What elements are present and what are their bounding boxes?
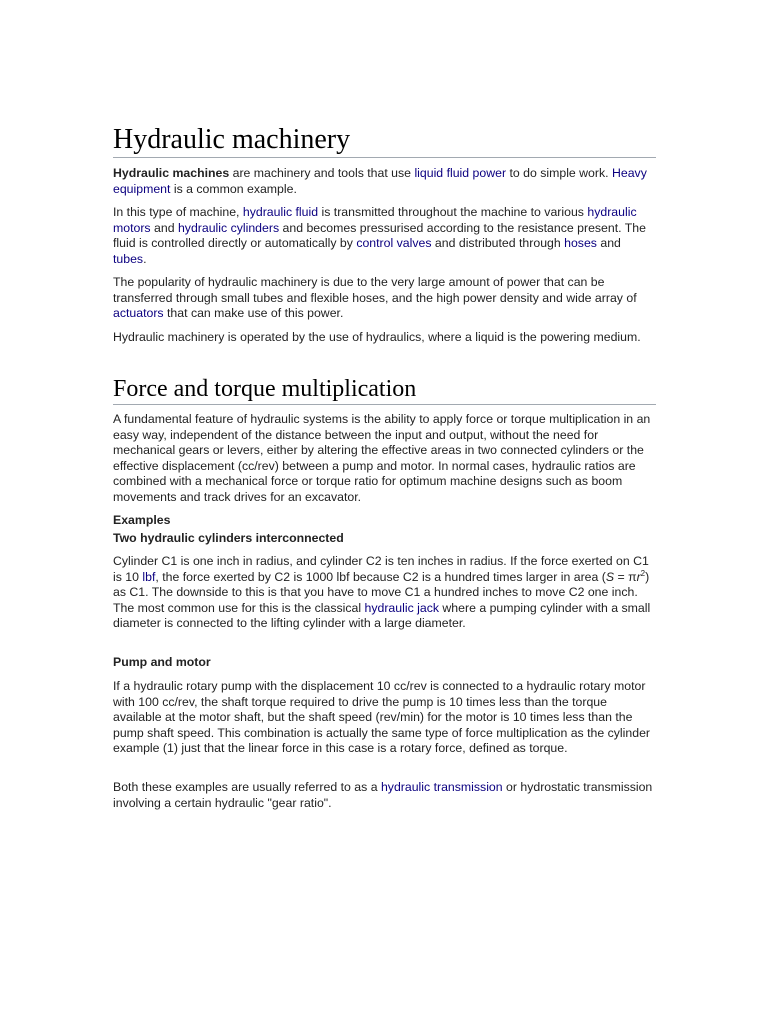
cylinders-subheading: Two hydraulic cylinders interconnected (113, 531, 344, 545)
page-title: Hydraulic machinery (113, 124, 656, 158)
text: is transmitted throughout the machine to various (318, 205, 588, 219)
text: or hydrostatic transmission involving a certain hydraulic "gear ratio". (113, 780, 653, 810)
link-hydraulic-cylinders[interactable]: hydraulic cylinders (177, 220, 280, 235)
text: Both these examples are usually referred to as a (113, 780, 381, 794)
text: and (150, 220, 178, 235)
link-actuators[interactable]: actuators (113, 306, 164, 321)
link-heavy-equipment[interactable]: Heavy equipment (113, 166, 647, 196)
text: The popularity of hydraulic machinery is due to the very large amount of power that can be transferred through small tubes and flexible hoses, and the high power density and wide array of (113, 275, 637, 305)
bold-term: Hydraulic machines (113, 166, 230, 180)
intro-paragraph-3 (113, 275, 656, 322)
pump-motor-subheading: Pump and motor (113, 655, 211, 669)
text: Cylinder C1 is one inch in radius, and cylinder C2 is ten inches in radius. If the force exerted on C1 is 10 (113, 554, 649, 584)
text: is a common example. (170, 181, 297, 196)
text: and (596, 236, 621, 251)
link-tubes[interactable]: tubes (113, 251, 144, 266)
link-liquid-fluid-power[interactable]: liquid fluid power (414, 166, 507, 180)
pump-motor-paragraph: If a hydraulic rotary pump with the displacement 10 cc/rev is connected to a hydraulic rotary motor with 100 cc/rev, the shaft torque required to drive the pump is 10 times less than the torque available at the motor shaft, but the shaft speed (rev/min) for the motor is 10 times less than the pump shaft speed. This combination is actually the same type of force multiplication as the cylinder example (1) just that the linear force in this case is a rotary force, defined as torque. (113, 679, 651, 756)
formula-s: S (605, 569, 615, 584)
link-hydraulic-motors[interactable]: hydraulic motors (113, 205, 637, 235)
link-hydraulic-jack[interactable]: hydraulic jack (364, 600, 439, 615)
text: and distributed through (431, 236, 565, 251)
intro-paragraph-2 (113, 205, 656, 267)
intro-paragraph-4: Hydraulic machinery is operated by the use of hydraulics, where a liquid is the powering medium. (113, 330, 641, 344)
text: are machinery and tools that use (229, 166, 415, 180)
transmission-paragraph (113, 780, 656, 811)
text: . (143, 251, 147, 266)
text: , the force exerted by C2 is 1000 lbf because C2 is a hundred times larger in area ( (155, 569, 606, 584)
examples-label: Examples (113, 513, 171, 527)
link-hydraulic-fluid[interactable]: hydraulic fluid (242, 205, 319, 219)
text: and becomes pressurised according to the resistance present. The fluid is controlled directly or automatically by (113, 220, 646, 251)
text: that can make use of this power. (163, 306, 344, 321)
text: to do simple work. (506, 166, 612, 180)
formula-exponent: 2 (640, 568, 646, 578)
link-hydraulic-transmission[interactable]: hydraulic transmission (380, 780, 503, 794)
section-paragraph-1: A fundamental feature of hydraulic systems is the ability to apply force or torque multiplication in an easy way, independent of the distance between the input and output, without the need for mechanical gears or levers, either by altering the effective areas in two connected cylinders or the effective displacement (cc/rev) between a pump and motor. In normal cases, hydraulic ratios are combined with a mechanical force or torque ratio for optimum machine designs such as boom movements and track drives for an excavator. (113, 412, 651, 504)
text: where a pumping cylinder with a small diameter is connected to the lifting cylinder with a large diameter. (113, 600, 651, 631)
formula-eq: = π (614, 569, 637, 584)
intro-paragraph-1 (113, 166, 656, 197)
text: In this type of machine, (113, 205, 243, 219)
cylinders-paragraph (113, 554, 656, 632)
section-heading: Force and torque multiplication (113, 375, 656, 405)
formula-r: r (636, 569, 641, 584)
link-control-valves[interactable]: control valves (356, 236, 432, 251)
link-lbf[interactable]: lbf (142, 569, 156, 584)
text: ) as C1. The downside to this is that you have to move C1 a hundred inches to move C2 one inch. The most common use for this is the classical (113, 569, 650, 615)
link-hoses[interactable]: hoses (564, 236, 597, 251)
